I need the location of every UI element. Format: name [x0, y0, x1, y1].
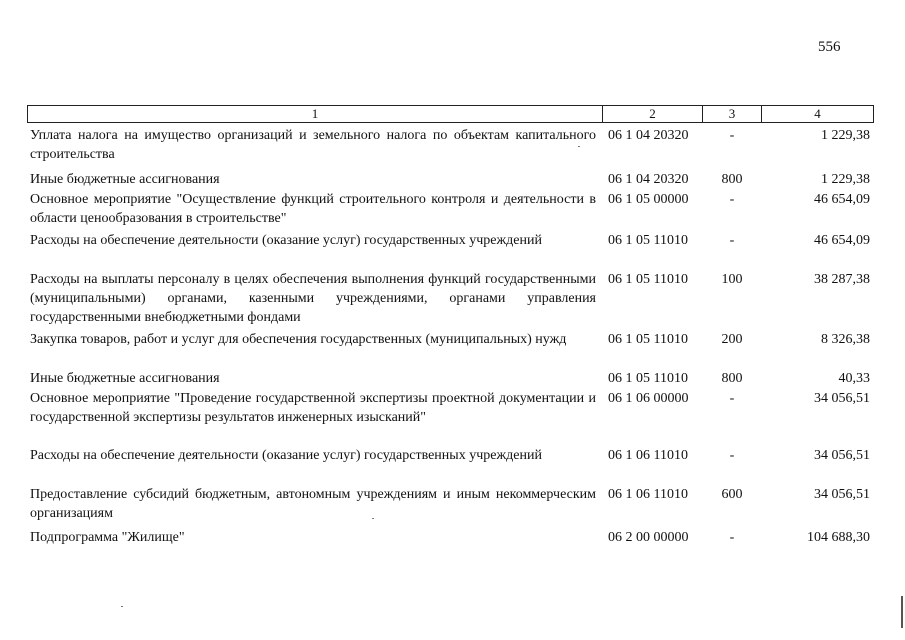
row-type: 200: [721, 332, 743, 347]
row-type: -: [729, 233, 735, 248]
row-type: -: [729, 192, 735, 207]
row-description: Иные бюджетные ассигнования: [30, 172, 220, 187]
row-amount: 34 056,51: [814, 487, 870, 502]
header-col-1: 1: [28, 106, 603, 122]
scan-speck: [121, 606, 123, 607]
row-code: 06 2 00 00000: [608, 530, 689, 545]
row-type: 800: [721, 371, 743, 386]
row-amount: 1 229,38: [821, 172, 870, 187]
row-amount: 1 229,38: [821, 128, 870, 143]
row-amount: 8 326,38: [821, 332, 870, 347]
row-code: 06 1 06 11010: [608, 448, 688, 463]
page-number: 556: [818, 39, 841, 55]
row-type: -: [729, 448, 735, 463]
row-code: 06 1 04 20320: [608, 128, 689, 143]
row-amount: 46 654,09: [814, 233, 870, 248]
row-description: Закупка товаров, работ и услуг для обеспечения государственных (муниципальных) нужд: [30, 332, 567, 347]
row-code: 06 1 05 11010: [608, 332, 688, 347]
row-code: 06 1 04 20320: [608, 172, 689, 187]
table-header: [27, 105, 874, 123]
row-type: 100: [721, 272, 743, 287]
header-col-2: 2: [603, 106, 703, 122]
row-code: 06 1 06 11010: [608, 487, 688, 502]
row-type: -: [729, 391, 735, 406]
row-description: Иные бюджетные ассигнования: [30, 371, 220, 386]
row-type: -: [729, 530, 735, 545]
row-amount: 104 688,30: [807, 530, 870, 545]
row-amount: 34 056,51: [814, 448, 870, 463]
row-amount: 34 056,51: [814, 391, 870, 406]
row-type: 800: [721, 172, 743, 187]
scan-speck: [372, 518, 374, 519]
scan-edge-mark: [901, 596, 903, 628]
row-description: Основное мероприятие "Проведение государственной экспертизы проектной документации и государственной экспертизы результатов инженерных изысканий": [30, 391, 596, 425]
row-description: Расходы на обеспечение деятельности (оказание услуг) государственных учреждений: [30, 233, 542, 248]
scan-speck: [578, 146, 580, 147]
row-description: Расходы на выплаты персоналу в целях обеспечения выполнения функций государственными (муниципальными) органами, казенными учреждениями, органами управления государственными внебюджетными фондами: [30, 272, 596, 325]
row-code: 06 1 05 11010: [608, 371, 688, 386]
row-description: Основное мероприятие "Осуществление функций строительного контроля и деятельности в области ценообразования в строительстве": [30, 192, 596, 226]
row-description: Расходы на обеспечение деятельности (оказание услуг) государственных учреждений: [30, 448, 542, 463]
row-code: 06 1 05 00000: [608, 192, 689, 207]
row-amount: 46 654,09: [814, 192, 870, 207]
row-code: 06 1 05 11010: [608, 272, 688, 287]
row-description: Подпрограмма "Жилище": [30, 530, 185, 545]
header-col-4: 4: [814, 106, 821, 121]
row-description: Предоставление субсидий бюджетным, автономным учреждениям и иным некоммерческим организациям: [30, 487, 596, 521]
row-code: 06 1 05 11010: [608, 233, 688, 248]
row-amount: 40,33: [838, 371, 870, 386]
row-amount: 38 287,38: [814, 272, 870, 287]
row-type: -: [729, 128, 735, 143]
row-code: 06 1 06 00000: [608, 391, 689, 406]
header-col-3: 3: [703, 106, 762, 122]
row-type: 600: [721, 487, 743, 502]
row-description: Уплата налога на имущество организаций и земельного налога по объектам капитального строительства: [30, 128, 596, 162]
